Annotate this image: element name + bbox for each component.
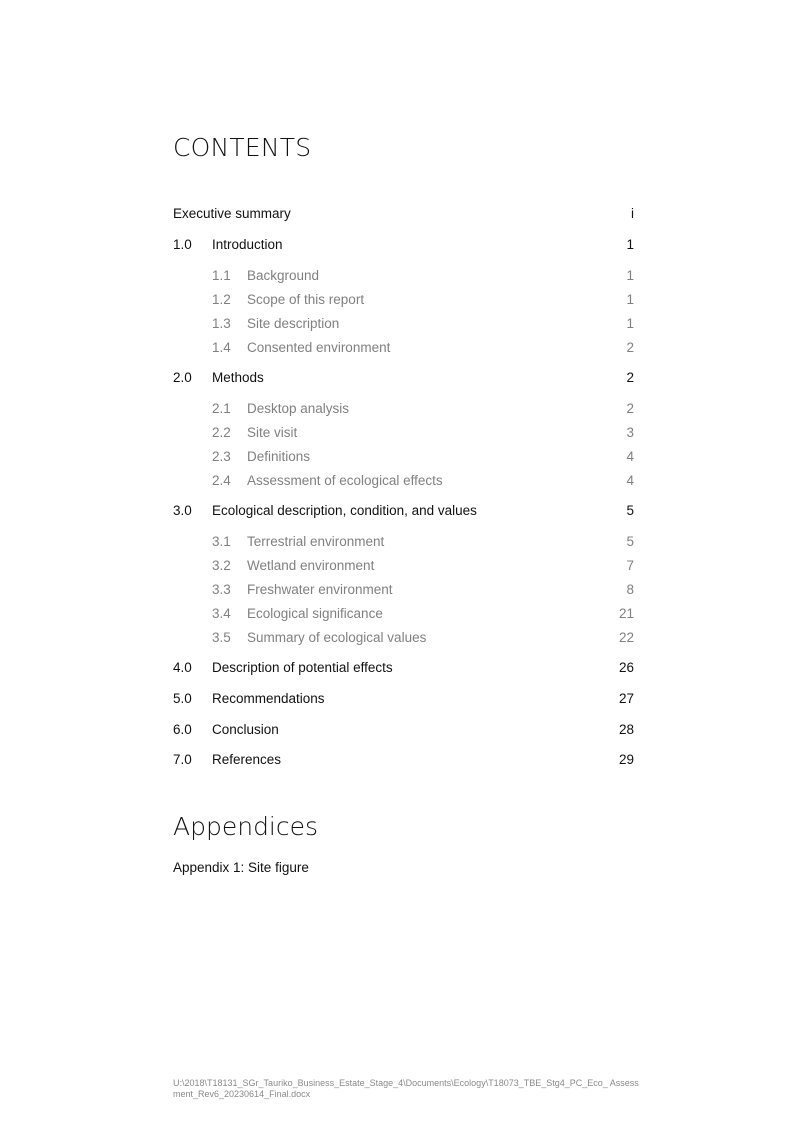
toc-entry-page-number: 3: [626, 425, 634, 440]
toc-entry-label: Description of potential effects: [212, 660, 393, 675]
toc-entry-number: 1.2: [212, 292, 231, 307]
toc-entry-label: Ecological description, condition, and values: [212, 503, 477, 518]
toc-entry[interactable]: [173, 720, 634, 740]
toc-entry-number: 7.0: [173, 752, 192, 767]
toc-entry-label: Wetland environment: [247, 558, 375, 573]
toc-entry-number: 5.0: [173, 691, 192, 706]
toc-entry-page-number: 26: [618, 660, 634, 675]
toc-entry-label: Definitions: [247, 449, 311, 464]
toc-entry-number: 1.3: [212, 316, 231, 331]
toc-entry-number: 6.0: [173, 722, 192, 737]
appendix-item: Appendix 1: Site figure: [173, 860, 309, 875]
toc-entry-label: Site description: [247, 316, 340, 331]
toc-subentry[interactable]: [173, 532, 634, 552]
toc-entry[interactable]: [173, 689, 634, 709]
toc-subentry[interactable]: [173, 471, 634, 491]
toc-subentry[interactable]: [173, 556, 634, 576]
toc-subentry[interactable]: [173, 338, 634, 358]
toc-entry-label: Conclusion: [212, 722, 279, 737]
footer-file-path: U:\2018\T18131_SGr_Tauriko_Business_Estate_Stage_4\Documents\Ecology\T18073_TBE_Stg4_PC_Eco_ Assessment_Rev6_20230614_Final.docx: [173, 1078, 639, 1099]
toc-entry-number: 3.5: [212, 630, 231, 645]
toc-entry-label: Freshwater environment: [247, 582, 393, 597]
toc-entry-page-number: 2: [626, 340, 634, 355]
toc-subentry[interactable]: [173, 604, 634, 624]
toc-entry-page-number: 1: [626, 237, 634, 252]
toc-entry-page-number: 7: [626, 558, 634, 573]
toc-entry-number: 1.4: [212, 340, 231, 355]
toc-entry-page-number: 2: [626, 370, 634, 385]
toc-entry-label: Recommendations: [212, 691, 325, 706]
toc-entry-number: 3.1: [212, 534, 231, 549]
toc-entry-page-number: 4: [626, 449, 634, 464]
toc-entry-number: 2.3: [212, 449, 231, 464]
toc-entry-page-number: 5: [626, 534, 634, 549]
toc-entry-label: Terrestrial environment: [247, 534, 385, 549]
toc-entry-number: 2.4: [212, 473, 231, 488]
toc-entry-number: 1.0: [173, 237, 192, 252]
contents-heading: CONTENTS: [173, 133, 312, 162]
toc-entry-page-number: 5: [626, 503, 634, 518]
toc-entry-label: Methods: [212, 370, 264, 385]
toc-entry-page-number: 1: [626, 316, 634, 331]
toc-entry-label: Introduction: [212, 237, 283, 252]
toc-entry-label: Assessment of ecological effects: [247, 473, 443, 488]
toc-subentry[interactable]: [173, 423, 634, 443]
appendices-heading: Appendices: [173, 812, 319, 841]
toc-entry[interactable]: [173, 368, 634, 388]
toc-entry-page-number: 1: [626, 268, 634, 283]
toc-entry-label: Consented environment: [247, 340, 391, 355]
toc-entry-number: 3.3: [212, 582, 231, 597]
toc-subentry[interactable]: [173, 628, 634, 648]
toc-subentry[interactable]: [173, 290, 634, 310]
toc-entry-page-number: 2: [626, 401, 634, 416]
toc-entry-label: Desktop analysis: [247, 401, 350, 416]
toc-entry-number: 1.1: [212, 268, 231, 283]
toc-subentry[interactable]: [173, 266, 634, 286]
toc-entry[interactable]: [173, 235, 634, 255]
toc-subentry[interactable]: [173, 447, 634, 467]
toc-entry[interactable]: [173, 204, 634, 224]
toc-entry-label: Scope of this report: [247, 292, 365, 307]
toc-entry-number: 2.0: [173, 370, 192, 385]
toc-entry-label: Ecological significance: [247, 606, 383, 621]
toc-subentry[interactable]: [173, 314, 634, 334]
toc-entry-number: 3.0: [173, 503, 192, 518]
toc-entry[interactable]: [173, 750, 634, 770]
toc-entry-page-number: 27: [618, 691, 634, 706]
toc-entry-page-number: i: [631, 206, 634, 221]
toc-subentry[interactable]: [173, 580, 634, 600]
toc-entry-page-number: 8: [626, 582, 634, 597]
toc-entry[interactable]: [173, 658, 634, 678]
toc-entry-number: 2.1: [212, 401, 231, 416]
toc-entry-number: 4.0: [173, 660, 192, 675]
toc-entry-page-number: 29: [618, 752, 634, 767]
toc-entry-number: 3.4: [212, 606, 231, 621]
toc-entry-label: Executive summary: [173, 206, 291, 221]
toc-entry-page-number: 4: [626, 473, 634, 488]
toc-entry-label: Summary of ecological values: [247, 630, 427, 645]
toc-entry-page-number: 22: [618, 630, 634, 645]
toc-entry-number: 3.2: [212, 558, 231, 573]
toc-entry-page-number: 28: [618, 722, 634, 737]
toc-entry-label: Background: [247, 268, 320, 283]
toc-subentry[interactable]: [173, 399, 634, 419]
toc-entry[interactable]: [173, 501, 634, 521]
toc-entry-label: References: [212, 752, 282, 767]
toc-entry-page-number: 1: [626, 292, 634, 307]
toc-entry-number: 2.2: [212, 425, 231, 440]
toc-entry-page-number: 21: [618, 606, 634, 621]
toc-entry-label: Site visit: [247, 425, 298, 440]
